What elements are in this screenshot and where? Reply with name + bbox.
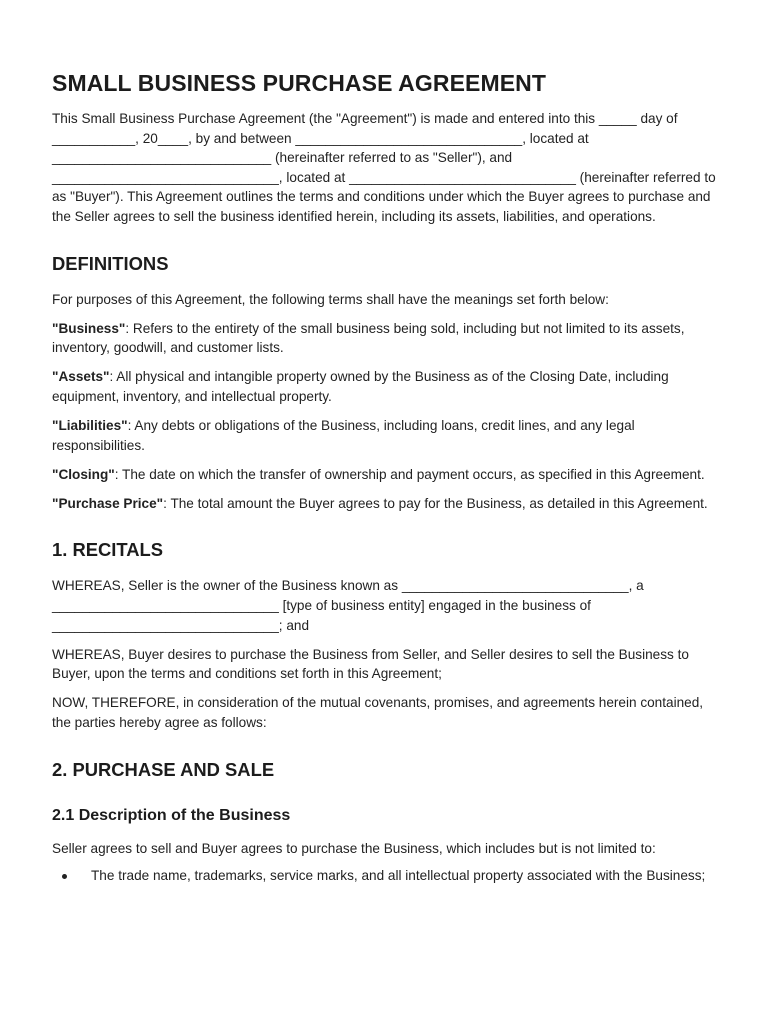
definition-text: : The date on which the transfer of ownership and payment occurs, as specified in this Agreement. (114, 466, 705, 482)
description-of-business-heading: 2.1 Description of the Business (52, 806, 291, 824)
definition-term: "Purchase Price" (52, 495, 164, 511)
definitions-heading: DEFINITIONS (52, 252, 169, 274)
document-title: SMALL BUSINESS PURCHASE AGREEMENT (52, 70, 547, 96)
definition-text: : The total amount the Buyer agrees to pay for the Business, as detailed in this Agreement. (163, 495, 708, 511)
definition-text: : Any debts or obligations of the Business, including loans, credit lines, and any legal responsibilities. (52, 418, 635, 453)
recital-paragraph: NOW, THEREFORE, in consideration of the mutual covenants, promises, and agreements herein contained, the parties hereby agree as follows: (52, 695, 704, 730)
definition-text: : Refers to the entirety of the small business being sold, including but not limited to its assets, inventory, goodwill, and customer lists. (52, 320, 685, 356)
definition-liabilities (52, 416, 718, 455)
definition-term: "Business" (52, 320, 126, 336)
recitals-heading: 1. RECITALS (52, 539, 164, 561)
definition-purchase-price (52, 494, 718, 514)
list-item-text: The trade name, trademarks, service marks, and all intellectual property associated with the Business; (91, 868, 706, 884)
definition-term: "Assets" (52, 369, 110, 385)
definition-text: : All physical and intangible property owned by the Business as of the Closing Date, including equipment, inventory, and intellectual property. (52, 369, 669, 404)
definition-closing (52, 465, 718, 485)
included-items-list (52, 866, 718, 886)
definitions-lead: For purposes of this Agreement, the following terms shall have the meanings set forth below: (52, 291, 609, 307)
description-lead: Seller agrees to sell and Buyer agrees to purchase the Business, which includes but is not limited to: (52, 840, 656, 856)
recital-paragraph: WHEREAS, Seller is the owner of the Business known as ______________________________, a ______________________________ [type of business entity] engaged in the business of ______________________________; and (52, 578, 644, 633)
definition-assets (52, 367, 718, 406)
purchase-and-sale-heading: 2. PURCHASE AND SALE (52, 758, 275, 780)
intro-paragraph: This Small Business Purchase Agreement (the "Agreement") is made and entered into this _____ day of ___________, 20____, by and between ______________________________, located at _____________________________ (hereinafter referred to as "Seller"), and ______________________________, located at ______________________________ (hereinafter referred to as "Buyer"). This Agreement outlines the terms and conditions under which the Buyer agrees to purchase and the Seller agrees to sell the business identified herein, including its assets, liabilities, and operations. (52, 111, 716, 224)
recital-paragraph: WHEREAS, Buyer desires to purchase the Business from Seller, and Seller desires to sell the Business to Buyer, upon the terms and conditions set forth in this Agreement; (52, 646, 689, 682)
bullet-icon (62, 874, 67, 879)
definition-term: "Liabilities" (52, 418, 128, 434)
definition-term: "Closing" (52, 466, 115, 482)
definition-business (52, 319, 718, 358)
list-item (52, 866, 718, 886)
